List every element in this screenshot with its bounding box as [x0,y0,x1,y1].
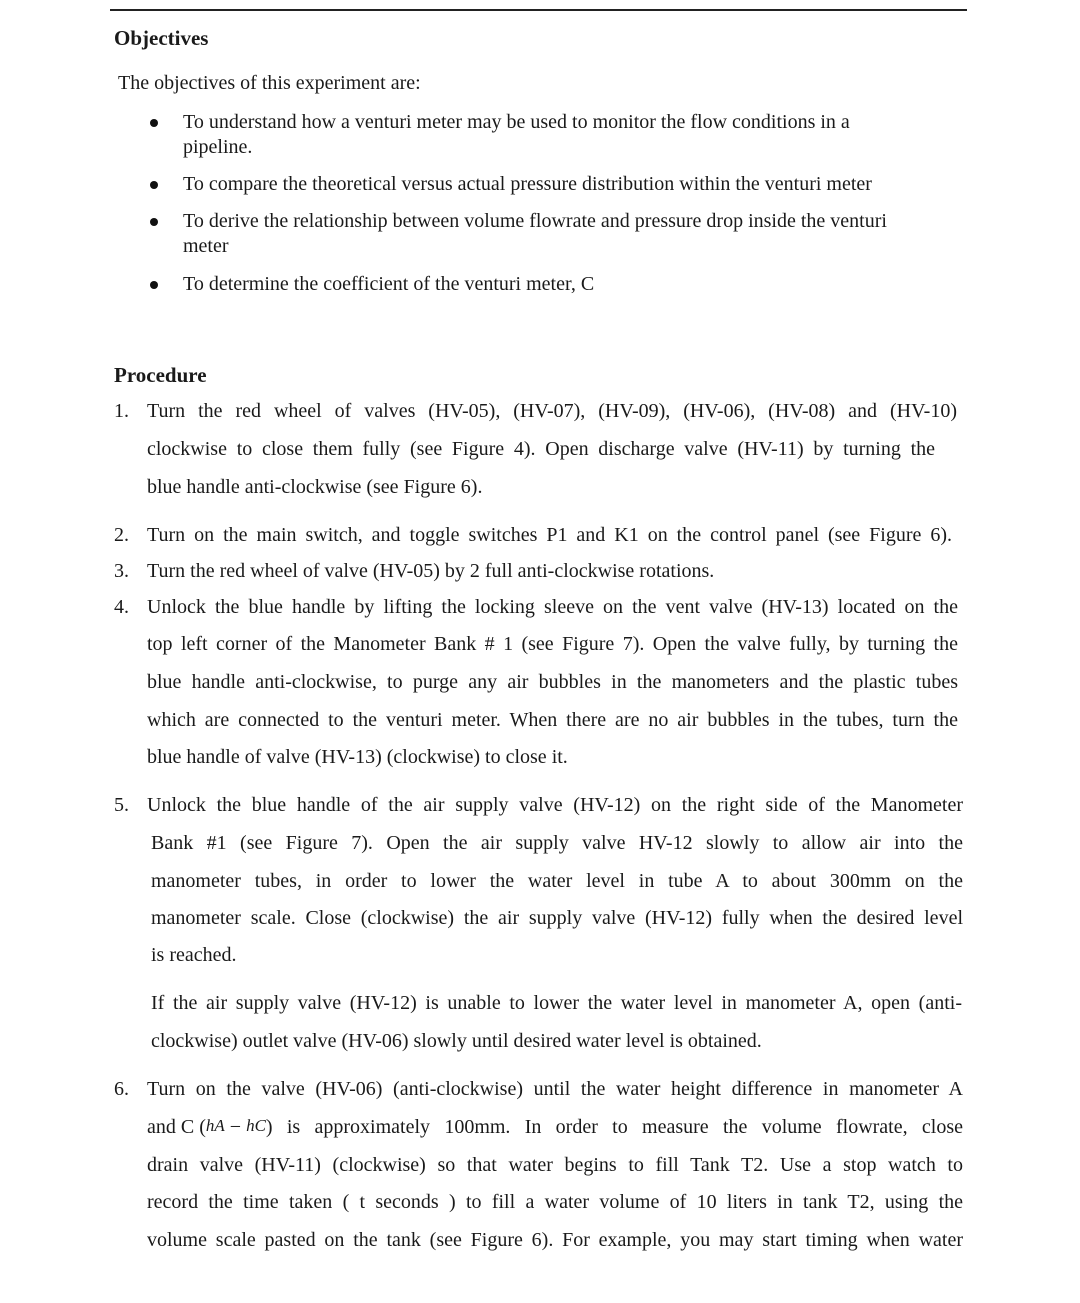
step-line: Unlock the blue handle of the air supply valve (HV-12) on the right side of the Manometer [147,794,963,816]
objective-item [183,172,963,197]
step-number: 2. [114,524,129,546]
step-note-line: If the air supply valve (HV-12) is unable to lower the water level in manometer A, open (anti- [151,992,962,1014]
bullet-dot [150,119,158,127]
objective-line: To derive the relationship between volume flowrate and pressure drop inside the venturi [183,210,887,232]
objective-line: To understand how a venturi meter may be used to monitor the flow conditions in a [183,111,850,133]
step-number: 4. [114,596,129,618]
step-line: manometer scale. Close (clockwise) the air supply valve (HV-12) fully when the desired level [151,907,963,929]
step-line: Bank #1 (see Figure 7). Open the air supply valve HV-12 slowly to allow air into the [151,832,963,854]
step-line: blue handle anti-clockwise, to purge any air bubbles in the manometers and the plastic tubes [147,671,958,693]
formula-h-c: hC [246,1116,266,1135]
objective-line: To determine the coefficient of the venturi meter, C [183,273,595,295]
top-rule [110,9,967,11]
step-number: 6. [114,1078,129,1100]
step-line: Unlock the blue handle by lifting the locking sleeve on the vent valve (HV-13) located on the [147,596,958,618]
bullet-dot [150,218,158,226]
step-line: blue handle of valve (HV-13) (clockwise) to close it. [147,746,568,768]
step-line: volume scale pasted on the tank (see Figure 6). For example, you may start timing when water [147,1229,963,1251]
objective-line: To compare the theoretical versus actual pressure distribution within the venturi meter [183,173,872,195]
step-line: record the time taken ( t seconds ) to fill a water volume of 10 liters in tank T2, using the [147,1191,963,1213]
formula-minus: − [224,1116,247,1138]
objective-line: meter [183,235,229,257]
objective-item [183,209,963,259]
bullet-dot [150,181,158,189]
step-line: clockwise to close them fully (see Figure 4). Open discharge valve (HV-11) by turning the [147,438,935,460]
objective-line: pipeline. [183,136,253,158]
step-line: Turn the red wheel of valve (HV-05) by 2 full anti-clockwise rotations. [147,560,715,582]
step-line: Turn on the valve (HV-06) (anti-clockwise) until the water height difference in manometer A [147,1078,963,1100]
objective-item [183,272,963,297]
step-number: 1. [114,400,129,422]
formula-h-a: hA [205,1116,225,1135]
step-line: blue handle anti-clockwise (see Figure 6). [147,476,483,498]
step-line: top left corner of the Manometer Bank # 1 (see Figure 7). Open the valve fully, by turning the [147,633,958,655]
objectives-intro: The objectives of this experiment are: [118,72,421,94]
step-line: Turn the red wheel of valves (HV-05), (HV-07), (HV-09), (HV-06), (HV-08) and (HV-10) [147,400,957,422]
step-number: 5. [114,794,129,816]
step-line: drain valve (HV-11) (clockwise) so that water begins to fill Tank T2. Use a stop watch to [147,1154,963,1176]
step-line: which are connected to the venturi meter. When there are no air bubbles in the tubes, turn the [147,709,958,731]
step-line: is reached. [151,944,237,966]
step-line: Turn on the main switch, and toggle switches P1 and K1 on the control panel (see Figure 6). [147,524,952,546]
procedure-heading: Procedure [114,363,207,387]
bullet-dot [150,281,158,289]
objectives-heading: Objectives [114,26,209,50]
objective-item [183,110,963,160]
step-line-formula: and C ( hA − hC ) is approximately 100mm. In order to measure the volume flowrate, close [147,1116,963,1138]
step-line: manometer tubes, in order to lower the water level in tube A to about 300mm on the [151,870,963,892]
step-note-line: clockwise) outlet valve (HV-06) slowly until desired water level is obtained. [151,1030,762,1052]
step-number: 3. [114,560,129,582]
